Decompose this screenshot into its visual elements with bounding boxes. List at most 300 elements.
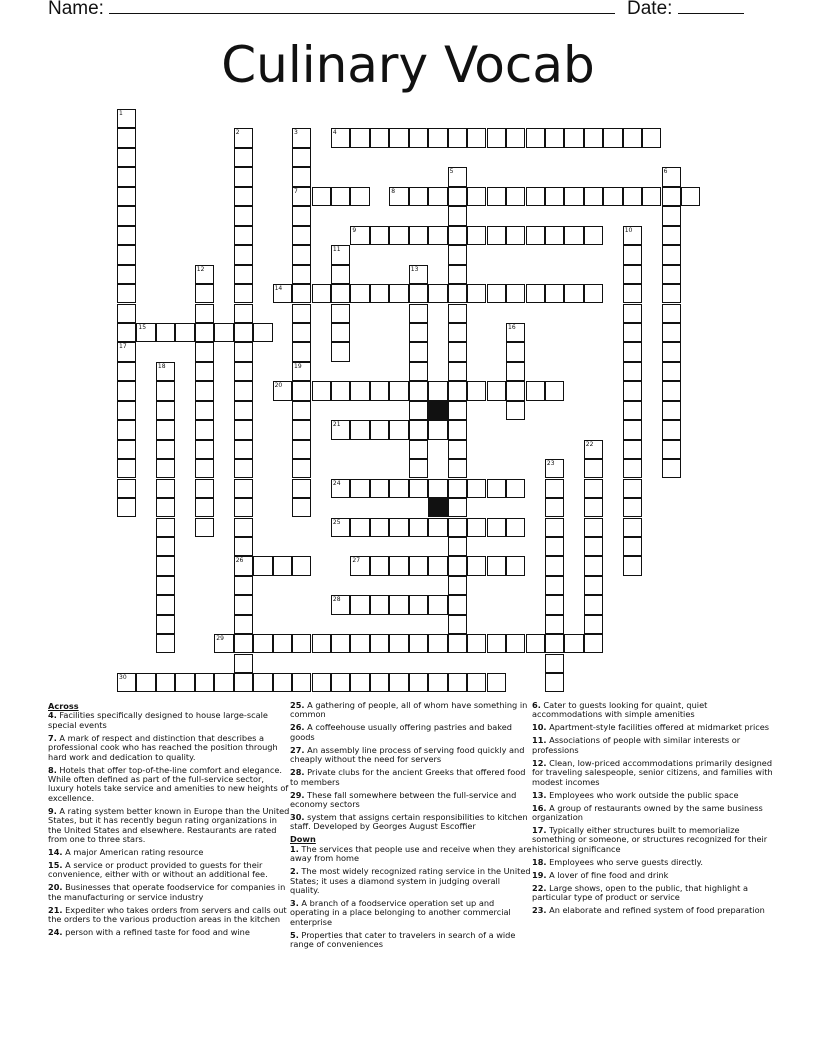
grid-cell: [564, 284, 583, 303]
grid-cell: [253, 634, 272, 653]
grid-cell: [506, 479, 525, 498]
grid-cell: [234, 342, 253, 361]
grid-cell: [564, 634, 583, 653]
page-title: Culinary Vocab: [221, 36, 595, 94]
cell-number: 11: [332, 246, 341, 254]
grid-cell: [506, 634, 525, 653]
grid-cell: [117, 342, 136, 361]
grid-cell: [448, 595, 467, 614]
grid-cell: [234, 265, 253, 284]
grid-cell: [370, 634, 389, 653]
grid-cell: [195, 673, 214, 692]
grid-cell: [662, 206, 681, 225]
grid-cell: [292, 420, 311, 439]
grid-cell: [409, 479, 428, 498]
grid-cell: [273, 673, 292, 692]
grid-cell: [662, 187, 681, 206]
grid-cell: [156, 634, 175, 653]
grid-cell: [467, 128, 486, 147]
grid-cell: [487, 284, 506, 303]
grid-cell: [448, 615, 467, 634]
grid-cell: [467, 556, 486, 575]
grid-cell: [214, 634, 233, 653]
clue-across-24: 24. person with a refined taste for food and wine: [48, 927, 250, 938]
grid-cell: [506, 342, 525, 361]
grid-cell: [623, 128, 642, 147]
grid-cell: [487, 634, 506, 653]
grid-cell: [350, 634, 369, 653]
grid-cell: [195, 401, 214, 420]
clue-across-28: 28. Private clubs for the ancient Greeks that offered food to members: [290, 767, 526, 787]
grid-cell: [156, 615, 175, 634]
grid-cell: [409, 187, 428, 206]
grid-cell: [642, 187, 661, 206]
grid-cell: [273, 556, 292, 575]
grid-cell: [448, 362, 467, 381]
grid-cell: [234, 128, 253, 147]
clue-down-3: 3. A branch of a foodservice operation set up and operating in a place belonging to another commercial enterprise: [290, 898, 511, 927]
grid-cell: [409, 518, 428, 537]
clue-across-8: 8. Hotels that offer top-of-the-line comfort and elegance. While often defined as part of the full-service sector, luxury hotels take service and amenities to new heights of excellence.: [48, 764, 289, 803]
grid-cell: [448, 537, 467, 556]
clue-down-10: 10. Apartment-style facilities offered at midmarket prices: [532, 722, 770, 733]
grid-cell: [117, 109, 136, 128]
grid-cell: [409, 304, 428, 323]
grid-cell: [506, 128, 525, 147]
grid-cell: [195, 323, 214, 342]
grid-cell: [117, 420, 136, 439]
cell-number: 2: [235, 129, 240, 137]
cell-number: 12: [196, 265, 205, 273]
grid-cell: [292, 401, 311, 420]
cell-number: 1: [119, 110, 123, 117]
grid-cell: [117, 479, 136, 498]
grid-cell: [545, 226, 564, 245]
grid-cell: [409, 673, 428, 692]
grid-cell: [234, 654, 253, 673]
grid-cell: [331, 381, 350, 400]
grid-cell: [428, 187, 447, 206]
grid-cell: [273, 381, 292, 400]
clue-column-1: [48, 701, 290, 941]
grid-cell: [623, 245, 642, 264]
grid-cell: [195, 304, 214, 323]
grid-cell: [117, 148, 136, 167]
grid-cell: [331, 323, 350, 342]
grid-cell: [487, 381, 506, 400]
grid-cell: [195, 518, 214, 537]
grid-cell: [370, 518, 389, 537]
cell-number: 30: [119, 674, 127, 681]
cell-number: 23: [546, 460, 555, 468]
grid-cell: [662, 323, 681, 342]
grid-cell: [623, 498, 642, 517]
clue-column-3: [532, 701, 774, 919]
grid-cell: [623, 401, 642, 420]
grid-cell: [234, 479, 253, 498]
date-label: Date:: [627, 0, 673, 19]
grid-cell: [662, 226, 681, 245]
cell-number: 22: [585, 440, 594, 448]
grid-cell: [312, 284, 331, 303]
grid-cell: [662, 401, 681, 420]
grid-cell: [156, 362, 175, 381]
grid-cell: [526, 284, 545, 303]
grid-cell: [564, 226, 583, 245]
grid-cell: [487, 518, 506, 537]
grid-cell: [448, 459, 467, 478]
grid-cell: [195, 498, 214, 517]
clue-down-16: 16. A group of restaurants owned by the same business organization: [532, 802, 763, 823]
grid-cell: [526, 226, 545, 245]
grid-cell: [467, 518, 486, 537]
grid-cell: [292, 498, 311, 517]
grid-cell: [312, 187, 331, 206]
grid-cell: [117, 440, 136, 459]
grid-cell: [448, 245, 467, 264]
grid-cell: [428, 673, 447, 692]
grid-cell: [234, 167, 253, 186]
grid-cell: [623, 537, 642, 556]
grid-cell: [409, 323, 428, 342]
grid-cell: [662, 362, 681, 381]
clue-across-26: 26. A coffeehouse usually offering pastries and baked goods: [290, 722, 512, 742]
grid-cell: [292, 381, 311, 400]
grid-cell: [195, 479, 214, 498]
clue-across-29: 29. These fall somewhere between the full-service and economy sectors: [290, 789, 517, 810]
grid-cell: [681, 187, 700, 206]
grid-cell: [545, 537, 564, 556]
grid-cell: [487, 556, 506, 575]
cell-number: 14: [274, 285, 283, 292]
grid-cell: [117, 304, 136, 323]
clue-across-27: 27. An assembly line process of serving food quickly and cheaply without the need for servers: [290, 744, 525, 765]
grid-cell: [584, 284, 603, 303]
grid-cell: [117, 245, 136, 264]
grid-cell: [234, 284, 253, 303]
cell-number: 28: [332, 596, 341, 604]
cell-number: 9: [352, 226, 357, 234]
clue-across-21: 21. Expediter who takes orders from servers and calls out the orders to the various production areas in the kitchen: [48, 904, 287, 925]
grid-cell: [234, 362, 253, 381]
grid-cell: [136, 323, 155, 342]
grid-cell: [487, 128, 506, 147]
grid-cell: [662, 420, 681, 439]
grid-cell: [409, 226, 428, 245]
grid-cell: [662, 167, 681, 186]
grid-cell: [234, 634, 253, 653]
grid-cell: [545, 576, 564, 595]
grid-cell: [292, 284, 311, 303]
grid-cell: [389, 381, 408, 400]
grid-cell: [409, 401, 428, 420]
clue-across-4: 4. Facilities specifically designed to house large-scale special events: [48, 710, 268, 730]
grid-cell: [428, 479, 447, 498]
clue-across-14: 14. A major American rating resource: [48, 847, 204, 858]
grid-cell: [350, 226, 369, 245]
grid-cell: [370, 556, 389, 575]
grid-cell: [350, 420, 369, 439]
grid-cell: [350, 381, 369, 400]
grid-cell: [448, 556, 467, 575]
grid-cell: [370, 128, 389, 147]
clue-down-17: 17. Typically either structures built to memorialize something or someone, or structures recognized for their historical significance: [532, 825, 768, 854]
grid-cell: [156, 323, 175, 342]
grid-cell: [331, 304, 350, 323]
grid-cell: [409, 556, 428, 575]
grid-cell: [662, 265, 681, 284]
grid-cell: [234, 381, 253, 400]
clue-across-30: 30. system that assigns certain responsibilities to kitchen staff. Developed by Georges August Escoffier: [290, 812, 528, 832]
grid-cell: [506, 556, 525, 575]
grid-cell: [506, 362, 525, 381]
grid-cell: [623, 518, 642, 537]
cell-number: 7: [294, 187, 298, 195]
grid-cell: [584, 187, 603, 206]
grid-cell: [545, 595, 564, 614]
grid-cell: [312, 634, 331, 653]
grid-cell: [584, 459, 603, 478]
grid-cell: [389, 187, 408, 206]
grid-cell: [195, 440, 214, 459]
grid-cell: [292, 342, 311, 361]
grid-cell: [642, 128, 661, 147]
grid-cell: [292, 304, 311, 323]
grid-cell: [117, 265, 136, 284]
grid-cell: [448, 498, 467, 517]
grid-cell: [234, 206, 253, 225]
grid-cell: [234, 323, 253, 342]
grid-cell: [350, 187, 369, 206]
grid-cell: [448, 284, 467, 303]
grid-cell: [467, 187, 486, 206]
grid-cell: [564, 128, 583, 147]
grid-cell: [389, 595, 408, 614]
grid-cell: [292, 128, 311, 147]
grid-cell: [292, 206, 311, 225]
grid-cell: [506, 226, 525, 245]
grid-cell: [409, 459, 428, 478]
grid-cell: [331, 673, 350, 692]
clue-down-23: 23. An elaborate and refined system of food preparation: [532, 905, 765, 916]
grid-cell: [467, 381, 486, 400]
grid-cell: [389, 673, 408, 692]
grid-cell: [331, 420, 350, 439]
grid-cell: [526, 187, 545, 206]
grid-cell: [506, 323, 525, 342]
grid-cell: [526, 381, 545, 400]
grid-cell: [487, 479, 506, 498]
grid-cell: [662, 304, 681, 323]
grid-cell: [623, 323, 642, 342]
grid-cell: [312, 673, 331, 692]
grid-cell: [234, 245, 253, 264]
grid-cell: [214, 323, 233, 342]
grid-cell: [117, 206, 136, 225]
grid-cell: [156, 440, 175, 459]
cell-number: 3: [294, 129, 298, 137]
grid-cell: [603, 128, 622, 147]
grid-cell: [428, 128, 447, 147]
clue-down-13: 13. Employees who work outside the public space: [532, 789, 739, 800]
grid-cell: [584, 537, 603, 556]
grid-cell: [117, 673, 136, 692]
grid-cell: [584, 226, 603, 245]
grid-cell: [623, 187, 642, 206]
grid-cell: [370, 595, 389, 614]
grid-cell: [409, 265, 428, 284]
clue-across-7: 7. A mark of respect and distinction that describes a professional cook who has reached the position through hard work and dedication to quality.: [48, 732, 278, 762]
grid-cell: [506, 187, 525, 206]
clue-across-9: 9. A rating system better known in Europe than the United States, but it has recently begun rating organizations in the United States and elsewhere. Restaurants are rated from one to three stars.: [48, 805, 290, 845]
cell-number: 10: [624, 226, 633, 234]
grid-cell: [292, 556, 311, 575]
grid-cell: [234, 518, 253, 537]
grid-cell: [331, 595, 350, 614]
grid-cell: [234, 595, 253, 614]
cell-number: 25: [332, 518, 341, 526]
grid-cell: [370, 479, 389, 498]
cell-number: 20: [274, 382, 283, 390]
cell-number: 8: [391, 187, 396, 195]
clue-down-22: 22. Large shows, open to the public, that highlight a particular type of product or service: [532, 882, 748, 903]
grid-cell: [156, 420, 175, 439]
grid-cell: [234, 576, 253, 595]
grid-cell: [292, 187, 311, 206]
grid-cell: [428, 420, 447, 439]
grid-cell: [603, 187, 622, 206]
grid-cell: [370, 673, 389, 692]
grid-cell: [370, 381, 389, 400]
grid-cell: [467, 479, 486, 498]
grid-cell: [234, 187, 253, 206]
clue-down-5: 5. Properties that cater to travelers in search of a wide range of conveniences: [290, 929, 516, 950]
grid-cell: [389, 634, 408, 653]
grid-cell: [584, 556, 603, 575]
grid-cell: [623, 284, 642, 303]
grid-cell: [331, 187, 350, 206]
grid-cell: [623, 226, 642, 245]
grid-cell: [448, 226, 467, 245]
grid-cell: [331, 479, 350, 498]
grid-cell: [409, 440, 428, 459]
grid-cell: [331, 265, 350, 284]
grid-cell: [292, 459, 311, 478]
grid-cell: [545, 673, 564, 692]
grid-cell: [156, 459, 175, 478]
grid-cell: [487, 226, 506, 245]
grid-cell: [389, 284, 408, 303]
grid-cell: [195, 362, 214, 381]
grid-cell: [234, 401, 253, 420]
grid-cell: [623, 420, 642, 439]
grid-cell: [156, 595, 175, 614]
grid-cell: [389, 518, 408, 537]
grid-cell: [584, 518, 603, 537]
grid-cell: [467, 284, 486, 303]
grid-cell: [350, 556, 369, 575]
clue-down-18: 18. Employees who serve guests directly.: [532, 856, 703, 867]
grid-cell: [545, 128, 564, 147]
grid-cell: [584, 440, 603, 459]
grid-cell: [545, 634, 564, 653]
grid-cell: [584, 498, 603, 517]
grid-cell: [292, 265, 311, 284]
grid-cell: [117, 226, 136, 245]
grid-cell: [448, 440, 467, 459]
grid-cell: [350, 284, 369, 303]
cell-number: 24: [332, 479, 341, 487]
grid-cell: [234, 420, 253, 439]
grid-cell: [409, 342, 428, 361]
grid-cell: [623, 362, 642, 381]
grid-cell: [448, 323, 467, 342]
grid-cell: [623, 459, 642, 478]
grid-cell: [117, 459, 136, 478]
grid-cell: [409, 595, 428, 614]
grid-cell: [662, 381, 681, 400]
grid-cell: [312, 381, 331, 400]
grid-cell: [506, 401, 525, 420]
clue-down-6: 6. Cater to guests looking for quaint, quiet accommodations with simple amenities: [532, 700, 708, 720]
grid-cell: [292, 440, 311, 459]
cell-number: 26: [235, 557, 244, 565]
cell-number: 29: [216, 635, 224, 643]
grid-cell: [117, 167, 136, 186]
clue-down-2: 2. The most widely recognized rating service in the United States; it uses a diamond system in judging overall quality.: [290, 866, 531, 896]
cell-number: 21: [332, 421, 341, 429]
grid-cell: [195, 342, 214, 361]
grid-cell: [350, 673, 369, 692]
clue-down-12: 12. Clean, low-priced accommodations primarily designed for traveling salespeople, senior citizens, and families with modest incomes: [532, 757, 773, 787]
grid-cell: [234, 537, 253, 556]
grid-cell: [409, 362, 428, 381]
grid-cell: [175, 673, 194, 692]
grid-cell: [292, 673, 311, 692]
grid-cell: [428, 381, 447, 400]
grid-cell: [467, 673, 486, 692]
grid-cell: [545, 381, 564, 400]
grid-cell: [623, 440, 642, 459]
black-cell: [428, 498, 447, 517]
grid-cell: [331, 518, 350, 537]
grid-cell: [234, 440, 253, 459]
cell-number: 16: [508, 323, 516, 331]
grid-cell: [156, 479, 175, 498]
grid-cell: [175, 323, 194, 342]
grid-cell: [136, 673, 155, 692]
black-cell: [428, 401, 447, 420]
grid-cell: [389, 556, 408, 575]
grid-cell: [526, 128, 545, 147]
grid-cell: [545, 518, 564, 537]
grid-cell: [156, 576, 175, 595]
grid-cell: [545, 187, 564, 206]
grid-cell: [273, 284, 292, 303]
grid-cell: [448, 167, 467, 186]
grid-cell: [545, 556, 564, 575]
grid-cell: [584, 128, 603, 147]
grid-cell: [370, 284, 389, 303]
clue-down-19: 19. A lover of fine food and drink: [532, 869, 669, 880]
grid-cell: [409, 381, 428, 400]
grid-cell: [448, 304, 467, 323]
grid-cell: [428, 226, 447, 245]
grid-cell: [545, 498, 564, 517]
clue-down-1: 1. The services that people use and receive when they are away from home: [290, 843, 532, 864]
grid-cell: [428, 518, 447, 537]
grid-cell: [117, 187, 136, 206]
